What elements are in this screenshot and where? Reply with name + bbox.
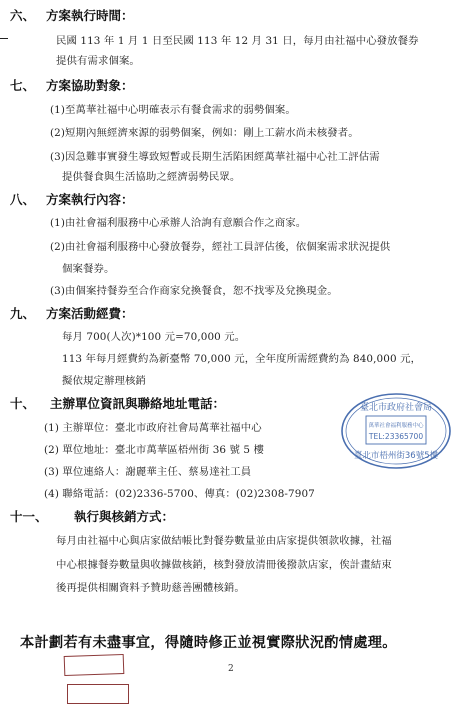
section-title: 執行與核銷方式： — [74, 509, 175, 524]
body-line: 提供有需求個案。 — [56, 55, 140, 67]
body-line: (3)由個案持餐券至合作商家兌換餐食，恕不找零及兌換現金。 — [50, 285, 338, 297]
body-line: 後再提供相關資料予贊助慈善團體核銷。 — [56, 582, 245, 594]
body-line: (4) 聯絡電話：(02)2336-5700、傳真：(02)2308-7907 — [44, 488, 315, 500]
closing-statement: 本計劃若有未盡事宜，得隨時修正並視實際狀況酌情處理。 — [20, 635, 397, 651]
margin-mark — [0, 38, 8, 39]
body-line: 每月由社福中心與店家做結帳比對餐券數量並由店家提供領款收據，社福 — [56, 535, 392, 547]
stamp-outer-text: 臺北市政府社會局 — [359, 403, 433, 413]
body-line: (1)至萬華社福中心明確表示有餐食需求的弱勢個案。 — [50, 104, 296, 116]
body-line: 每月 700(人次)*100 元=70,000 元。 — [62, 331, 246, 343]
body-line: (2)由社會福利服務中心發放餐券，經社工員評估後，依個案需求狀況提供 — [50, 241, 391, 253]
section-title: 方案活動經費： — [46, 306, 134, 321]
section-title: 方案執行時間： — [46, 8, 134, 23]
body-line: (3)因急難事實發生導致短暫或長期生活陷困經萬華社福中心社工評估需 — [50, 151, 380, 163]
body-line: 中心根據餐券數量與收據做核銷，核對發放清冊後撥款店家，俟計畫結束 — [56, 559, 392, 571]
section-title: 主辦單位資訊與聯絡地址電話： — [50, 396, 226, 411]
signature-seal-icon — [64, 654, 125, 676]
body-line: (1)由社會福利服務中心承辦人洽詢有意願合作之商家。 — [50, 217, 307, 229]
section-number: 十一、 — [10, 509, 48, 524]
body-line: 擬依規定辦理核銷 — [62, 375, 146, 387]
stamp-bottom-text: 臺北市梧州街36號5樓 — [353, 451, 439, 461]
page-number: 2 — [228, 664, 234, 674]
section-title: 方案協助對象： — [46, 78, 134, 93]
body-line: 個案餐券。 — [62, 263, 115, 275]
body-line: 113 年每月經費約為新臺幣 70,000 元，全年度所需經費約為 840,000 元， — [62, 353, 422, 365]
stamp-inner-line1: 萬華社會福利服務中心 — [368, 423, 424, 429]
body-line: (3) 單位連絡人：謝麗華主任、蔡易達社工員 — [44, 466, 252, 478]
section-number: 十、 — [10, 396, 36, 411]
body-line: 提供餐食與生活協助之經濟弱勢民眾。 — [62, 171, 241, 183]
stamp-inner-line2: TEL:23365700 — [368, 432, 424, 441]
body-line: (2) 單位地址：臺北市萬華區梧州街 36 號 5 樓 — [44, 444, 265, 456]
section-title: 方案執行內容： — [46, 192, 134, 207]
section-number: 六、 — [10, 8, 36, 23]
section-number: 八、 — [10, 192, 36, 207]
approval-seal-icon — [67, 684, 129, 704]
section-number: 九、 — [10, 306, 36, 321]
body-line: (2)短期內無經濟來源的弱勢個案，例如：剛上工薪水尚未核發者。 — [50, 127, 359, 139]
section-number: 七、 — [10, 78, 36, 93]
official-stamp — [340, 392, 452, 470]
body-line: (1) 主辦單位：臺北市政府社會局萬華社福中心 — [44, 422, 262, 434]
body-line: 民國 113 年 1 月 1 日至民國 113 年 12 月 31 日，每月由社福中心發放餐券 — [56, 35, 419, 47]
